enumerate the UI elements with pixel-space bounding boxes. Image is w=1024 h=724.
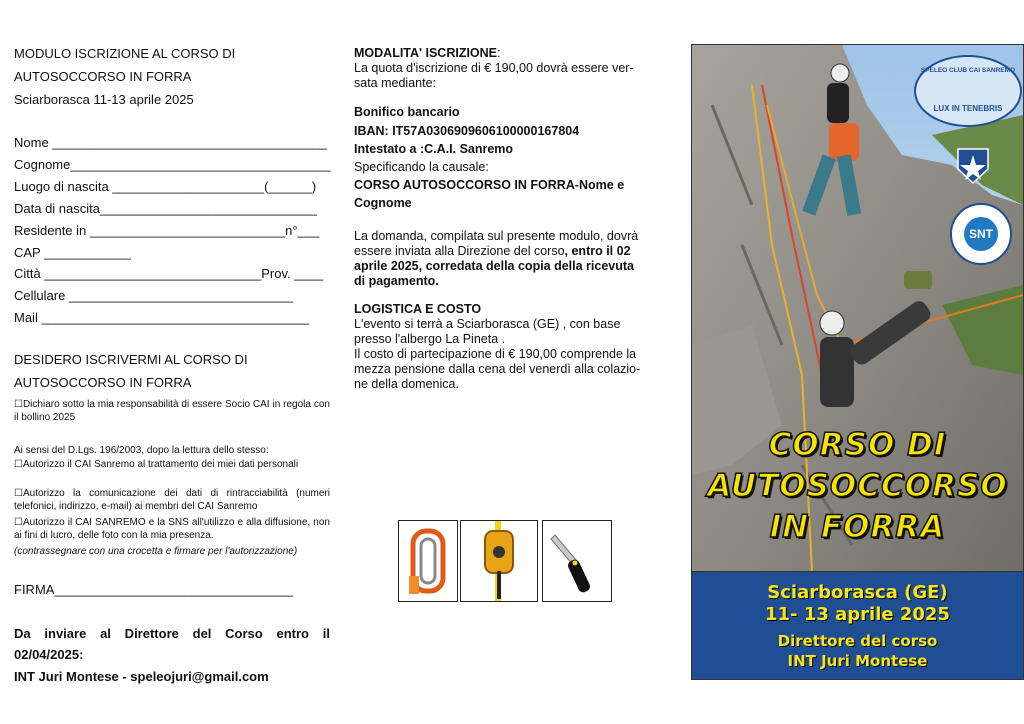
quota-text-2: sata mediante: <box>354 76 436 90</box>
field-nome[interactable]: Nome ______________________________________ <box>14 135 328 150</box>
cai-star-logo <box>954 145 992 185</box>
cai-star-icon <box>954 145 992 185</box>
form-title: MODULO ISCRIZIONE AL CORSO DI <box>14 46 236 61</box>
causale-2: Cognome <box>354 196 412 210</box>
speleo-club-logo <box>914 55 1022 127</box>
carabiner-icon <box>399 521 457 601</box>
field-data-nascita[interactable]: Data di nascita______________________________ <box>14 201 317 216</box>
domanda-text-2a: essere inviata alla Direzione del corso <box>354 244 565 258</box>
inviare-text: Da inviare al Direttore del Corso entro il <box>14 626 330 641</box>
form-title-date: Sciarborasca 11-13 aprile 2025 <box>14 92 194 107</box>
desidero-heading-course: AUTOSOCCORSO IN FORRA <box>14 375 192 390</box>
logistica-text-2: presso l'albergo La Pineta . <box>354 332 506 346</box>
field-mail[interactable]: Mail _____________________________________ <box>14 310 309 325</box>
speleo-club-motto: LUX IN TENEBRIS <box>933 104 1003 113</box>
knife-icon <box>543 521 611 601</box>
form-title-course: AUTOSOCCORSO IN FORRA <box>14 69 192 84</box>
domanda-text-3: aprile 2025, corredata della copia della ricevuta <box>354 259 634 273</box>
cover-title-2: AUTOSOCCORSO <box>707 468 1008 504</box>
field-cognome[interactable]: Cognome____________________________________ <box>14 157 331 172</box>
cover-location: Sciarborasca (GE) <box>767 582 948 603</box>
logistica-text-5: ne della domenica. <box>354 377 459 391</box>
intestato: Intestato a :C.A.I. Sanremo <box>354 142 514 156</box>
logistica-text-4: mezza pensione dalla cena del venerdì alla colazio- <box>354 362 641 376</box>
firma-field[interactable]: FIRMA_________________________________ <box>14 582 294 597</box>
field-cellulare[interactable]: Cellulare _______________________________ <box>14 288 294 303</box>
cover-title-1: CORSO DI <box>768 427 947 463</box>
logistica-heading: LOGISTICA E COSTO <box>354 302 482 316</box>
logistica-text-1: L'evento si terrà a Sciarborasca (GE) , con base <box>354 317 621 331</box>
iban: IBAN: IT57A0306909606100000167804 <box>354 124 580 138</box>
field-citta[interactable]: Città ______________________________Prov. ____ <box>14 266 324 281</box>
contact-email: INT Juri Montese - speleojuri@gmail.com <box>14 669 269 684</box>
modalita-colon: : <box>497 46 501 60</box>
quota-text: La quota d'iscrizione di € 190,00 dovrà essere ver- <box>354 61 634 75</box>
cover-info-box <box>691 571 1024 680</box>
causale: CORSO AUTOSOCCORSO IN FORRA-Nome e <box>354 178 625 192</box>
specificando: Specificando la causale: <box>354 160 489 174</box>
contrassegnare-note: (contrassegnare con una crocetta e firmare per l'autorizzazione) <box>14 546 298 557</box>
field-luogo-nascita[interactable]: Luogo di nascita _____________________(______) <box>14 179 317 194</box>
descender-icon <box>461 521 537 601</box>
knife-image <box>542 520 612 602</box>
cover-dates: 11- 13 aprile 2025 <box>765 604 950 625</box>
snt-logo-text: SNT <box>964 217 998 251</box>
domanda-text-4: di pagamento. <box>354 274 439 288</box>
logistica-text-3: Il costo di partecipazione di € 190,00 comprende la <box>354 347 637 361</box>
cover-photo <box>691 44 1024 573</box>
ai-sensi-text: Ai sensi del D.Lgs. 196/2003, dopo la lettura dello stesso: <box>14 445 269 456</box>
cover-title-3: IN FORRA <box>769 509 946 545</box>
domanda-text: La domanda, compilata sul presente modulo, dovrà <box>354 229 639 243</box>
descender-image <box>460 520 538 602</box>
domanda-text-2b: , entro il 02 <box>564 244 631 258</box>
speleo-club-logo-text: SPELEO CLUB CAI SANREMO <box>920 67 1016 74</box>
cover-director-name: INT Juri Montese <box>787 652 928 670</box>
autorizzo-trattamento-checkbox[interactable]: ☐Autorizzo il CAI Sanremo al trattamento dei miei dati personali <box>14 459 299 470</box>
carabiner-image <box>398 520 458 602</box>
autorizzo-comunicazione-checkbox[interactable]: ☐Autorizzo la comunicazione dei dati di rintracciabilità (numeri telefonici, indirizzo, e-mail) ai membri del CAI Sanremo <box>14 488 330 512</box>
modalita-heading: MODALITA' ISCRIZIONE <box>354 46 498 60</box>
field-cap[interactable]: CAP ____________ <box>14 245 131 260</box>
cover-director-label: Direttore del corso <box>777 632 938 650</box>
snt-logo <box>950 203 1012 265</box>
bonifico-label: Bonifico bancario <box>354 105 460 119</box>
desidero-heading: DESIDERO ISCRIVERMI AL CORSO DI <box>14 352 248 367</box>
cover-panel <box>691 44 1024 680</box>
autorizzo-foto-checkbox[interactable]: ☐Autorizzo il CAI SANREMO e la SNS all'utilizzo e alla diffusione, non ai fini di lucro, delle foto con la mia presenza. <box>14 517 330 541</box>
inviare-date: 02/04/2025: <box>14 647 84 662</box>
dichiaro-checkbox[interactable]: ☐Dichiaro sotto la mia responsabilità di essere Socio CAI in regola con il bollino 2025 <box>14 399 330 423</box>
field-residente[interactable]: Residente in ___________________________n°___ <box>14 223 320 238</box>
